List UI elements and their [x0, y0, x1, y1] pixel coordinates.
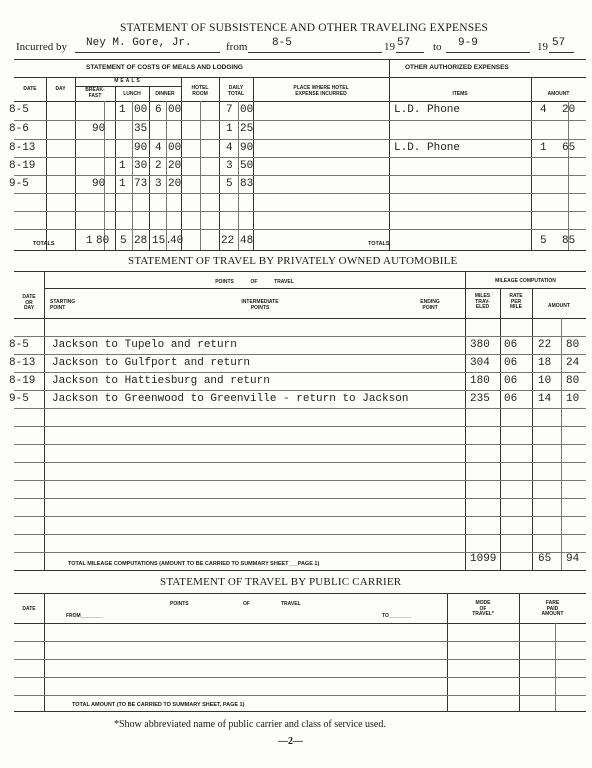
other-item: L.D. Phone — [394, 104, 461, 116]
form-title: STATEMENT OF SUBSISTENCE AND OTHER TRAVELING EXPENSES — [120, 22, 489, 34]
carrier-from-header: FROM________ — [66, 613, 103, 619]
auto-route: Jackson to Tupelo and return — [52, 339, 237, 351]
traveler-name: Ney M. Gore, Jr. — [86, 37, 192, 49]
to-year-prefix: 19 — [537, 41, 548, 53]
day-header: DAY — [55, 86, 66, 92]
other-totals-amount: 5 — [540, 235, 547, 247]
incurred-by-label: Incurred by — [16, 41, 68, 53]
auto-date: 8-13 — [9, 357, 36, 369]
ending-point-header: ENDING POINT — [420, 299, 440, 311]
auto-route: Jackson to Hattiesburg and return — [52, 375, 270, 387]
carrier-date-header: DATE — [22, 606, 36, 612]
total-mileage-amount: 65 — [538, 553, 552, 565]
from-year: 57 — [397, 37, 411, 49]
other-totals-cents: 85 — [562, 235, 576, 247]
date-header: DATE — [23, 86, 37, 92]
auto-route: Jackson to Gulfport and return — [52, 357, 251, 369]
auto-section-title: STATEMENT OF TRAVEL BY PRIVATELY OWNED AUTOMOBILE — [128, 255, 458, 267]
dinner-header: DINNER — [155, 91, 175, 97]
other-item: L.D. Phone — [394, 142, 461, 154]
total-miles: 1099 — [470, 553, 497, 565]
lunch-header: LUNCH — [123, 91, 141, 97]
items-header: ITEMS — [452, 91, 468, 97]
meals-totals-label: TOTALS — [33, 241, 55, 247]
amount-header: AMOUNT — [547, 91, 570, 97]
breakfast-header: BREAK- FAST — [85, 87, 105, 99]
page-number: —2— — [278, 736, 303, 747]
auto-date: 8-19 — [9, 375, 36, 387]
auto-date: 8-5 — [9, 339, 29, 351]
from-date: 8-5 — [272, 37, 292, 49]
auto-amount-header: AMOUNT — [548, 303, 570, 309]
to-label: to — [433, 41, 442, 53]
intermediate-points-header: INTERMEDIATE POINTS — [241, 299, 279, 311]
meal-date: 9-5 — [9, 178, 29, 190]
other-totals-label: TOTALS — [368, 241, 390, 247]
footnote: *Show abbreviated name of public carrier and class of service used. — [114, 719, 386, 730]
from-label: from — [226, 41, 248, 53]
total-mileage-label: TOTAL MILEAGE COMPUTATIONS (AMOUNT TO BE CARRIED TO SUMMARY SHEET___PAGE 1) — [68, 561, 320, 567]
auto-route: Jackson to Greenwood to Greenville - return to Jackson — [52, 393, 409, 405]
meal-date: 8-5 — [9, 104, 29, 116]
carrier-travel-header: TRAVEL — [281, 601, 301, 607]
daily-total-header: DAILY TOTAL — [227, 85, 245, 97]
meals-header: MEALS — [114, 78, 142, 84]
starting-point-header: STARTING POINT — [50, 299, 76, 311]
total-mileage-cents: 94 — [566, 553, 580, 565]
miles-traveled-header: MILES TRAV- ELED — [474, 293, 491, 310]
carrier-of-header: OF — [243, 601, 250, 607]
auto-date: 9-5 — [9, 393, 29, 405]
to-date: 9-9 — [458, 37, 478, 49]
carrier-points-header: POINTS — [170, 601, 189, 607]
rate-per-mile-header: RATE PER MILE — [509, 293, 523, 310]
to-year: 57 — [552, 37, 566, 49]
fare-paid-header: FARE PAID AMOUNT — [541, 600, 564, 617]
carrier-total-label: TOTAL AMOUNT (TO BE CARRIED TO SUMMARY SHEET, PAGE 1) — [72, 702, 245, 708]
carrier-to-header: TO________ — [382, 613, 412, 619]
carrier-section-title: STATEMENT OF TRAVEL BY PUBLIC CARRIER — [160, 576, 402, 588]
meal-date: 8-6 — [9, 123, 29, 135]
place-header: PLACE WHERE HOTEL EXPENSE INCURRED — [293, 85, 349, 97]
mileage-computation-header: MILEAGE COMPUTATION — [495, 278, 556, 284]
mode-of-travel-header: MODE OF TRAVEL* — [472, 600, 494, 617]
hotel-room-header: HOTEL ROOM — [191, 85, 209, 97]
from-year-prefix: 19 — [384, 41, 395, 53]
meals-section-title: STATEMENT OF COSTS OF MEALS AND LODGING — [86, 64, 243, 71]
auto-date-header: DATE OR DAY — [22, 294, 36, 311]
points-of-travel-header: POINTS OF TRAVEL — [215, 279, 294, 285]
other-expenses-title: OTHER AUTHORIZED EXPENSES — [405, 64, 509, 71]
meal-date: 8-19 — [9, 160, 36, 172]
meal-date: 8-13 — [9, 142, 36, 154]
